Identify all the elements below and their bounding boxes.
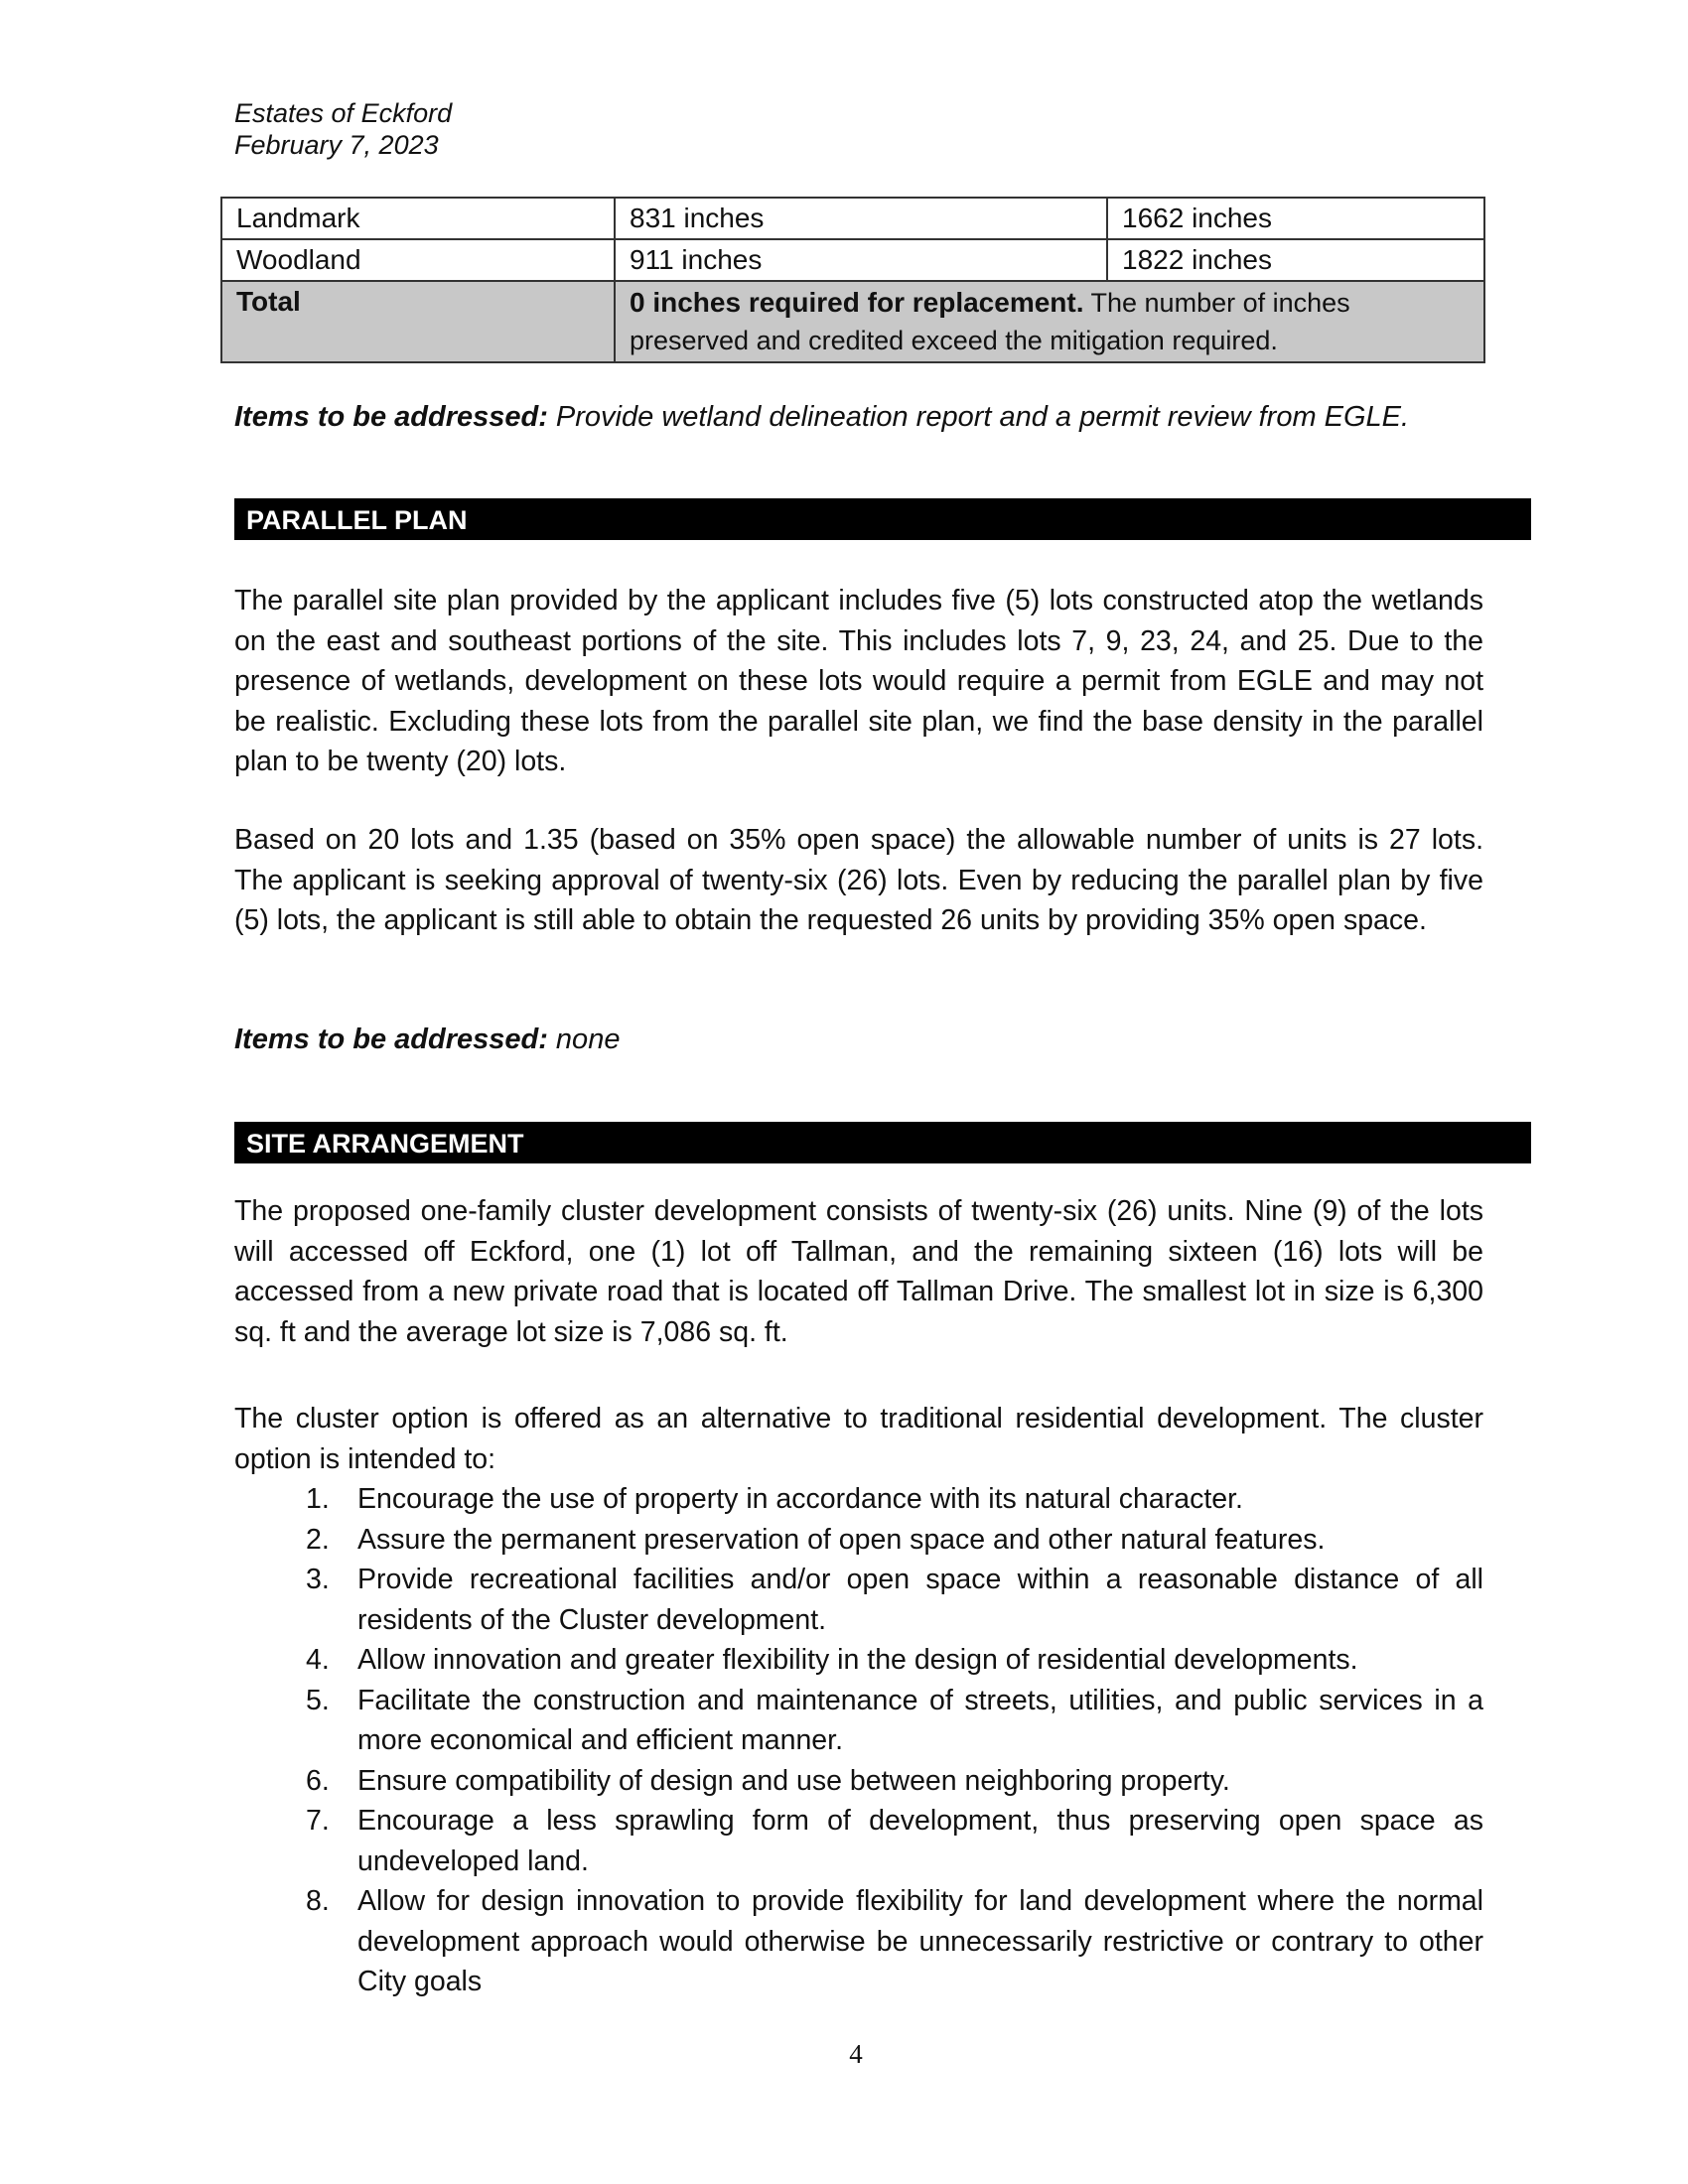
items-label: Items to be addressed: [234,1024,548,1055]
table-total-row [221,281,1484,362]
list-item-number: 1. [306,1483,330,1515]
list-item-text: Allow innovation and greater flexibility in the design of residential developments. [357,1644,1358,1676]
list-item [234,1640,1483,1681]
table-total-label: Total [221,281,615,362]
cluster-goals-list [234,1479,1483,2002]
list-item-text: Assure the permanent preservation of open space and other natural features. [357,1523,1326,1556]
total-rest-text: The number of inches preserved and credited exceed the mitigation required. [630,288,1350,355]
list-item-number: 7. [306,1805,330,1837]
items-text: Provide wetland delineation report and a permit review from EGLE. [547,401,1410,433]
page-header [234,97,452,161]
list-item-text: Allow for design innovation to provide flexibility for land development where the normal development approach would otherwise be unnecessarily restrictive or contrary to other City goals [357,1885,1483,1997]
list-item-text: Encourage a less sprawling form of development, thus preserving open space as undeveloped land. [357,1805,1483,1877]
list-item [234,1479,1483,1520]
header-date: February 7, 2023 [234,130,439,160]
table-cell-credited: 1662 inches [1107,198,1484,239]
table-row [221,239,1484,281]
list-item-number: 5. [306,1684,330,1716]
page-number: 4 [849,2039,863,2069]
section-heading-site-arrangement: SITE ARRANGEMENT [234,1122,1531,1163]
list-item [234,1681,1483,1761]
table-cell-preserved: 831 inches [615,198,1107,239]
table-cell-credited: 1822 inches [1107,239,1484,281]
woodlands-items-to-address [234,397,1409,437]
items-label: Items to be addressed: [234,401,548,433]
table-cell-type: Landmark [221,198,615,239]
table-cell-type: Woodland [221,239,615,281]
list-item [234,1560,1483,1640]
list-item-text: Facilitate the construction and maintenance of streets, utilities, and public services in a more economical and efficient manner. [357,1684,1483,1756]
parallel-plan-paragraph-1: The parallel site plan provided by the applicant includes five (5) lots constructed atop the wetlands on the east and southeast portions of the site. This includes lots 7, 9, 23, 24, and 25. Due to the presence of wetlands, development on these lots would require a permit from EGLE and may not be realistic. Excluding these lots from the parallel site plan, we find the base density in the parallel plan to be twenty (20) lots. [234,585,1483,777]
list-item-number: 3. [306,1564,330,1595]
section-heading-parallel-plan: PARALLEL PLAN [234,498,1531,540]
table-row [221,198,1484,239]
total-bold-text: 0 inches required for replacement. [630,287,1084,318]
site-arrangement-paragraph-1: The proposed one-family cluster development consists of twenty-six (26) units. Nine (9) of the lots will accessed off Eckford, one (1) lot off Tallman, and the remaining sixteen (16) lots will be accessed from a new private road that is located off Tallman Drive. The smallest lot in size is 6,300 sq. ft and the average lot size is 7,086 sq. ft. [234,1195,1483,1348]
parallel-plan-paragraph-2: Based on 20 lots and 1.35 (based on 35% open space) the allowable number of units is 27 lots. The applicant is seeking approval of twenty-six (26) lots. Even by reducing the parallel plan by five (5) lots, the applicant is still able to obtain the requested 26 units by providing 35% open space. [234,824,1483,936]
header-project-name: Estates of Eckford [234,98,453,128]
parallel-plan-items-to-address [234,1020,620,1059]
list-item [234,1881,1483,2002]
list-item-number: 4. [306,1644,330,1676]
table-cell-preserved: 911 inches [615,239,1107,281]
tree-mitigation-table [220,197,1485,363]
list-item-number: 8. [306,1885,330,1917]
list-item-number: 6. [306,1764,330,1797]
list-item [234,1801,1483,1881]
site-arrangement-paragraph-2: The cluster option is offered as an alternative to traditional residential development. The cluster option is intended to: [234,1403,1483,1475]
list-item-text: Encourage the use of property in accordance with its natural character. [357,1483,1243,1515]
list-item-text: Provide recreational facilities and/or open space within a reasonable distance of all residents of the Cluster development. [357,1564,1483,1636]
list-item-text: Ensure compatibility of design and use between neighboring property. [357,1764,1230,1797]
items-text: none [547,1024,621,1055]
table-total-value [615,281,1484,362]
list-item [234,1520,1483,1561]
list-item [234,1761,1483,1802]
list-item-number: 2. [306,1523,330,1556]
